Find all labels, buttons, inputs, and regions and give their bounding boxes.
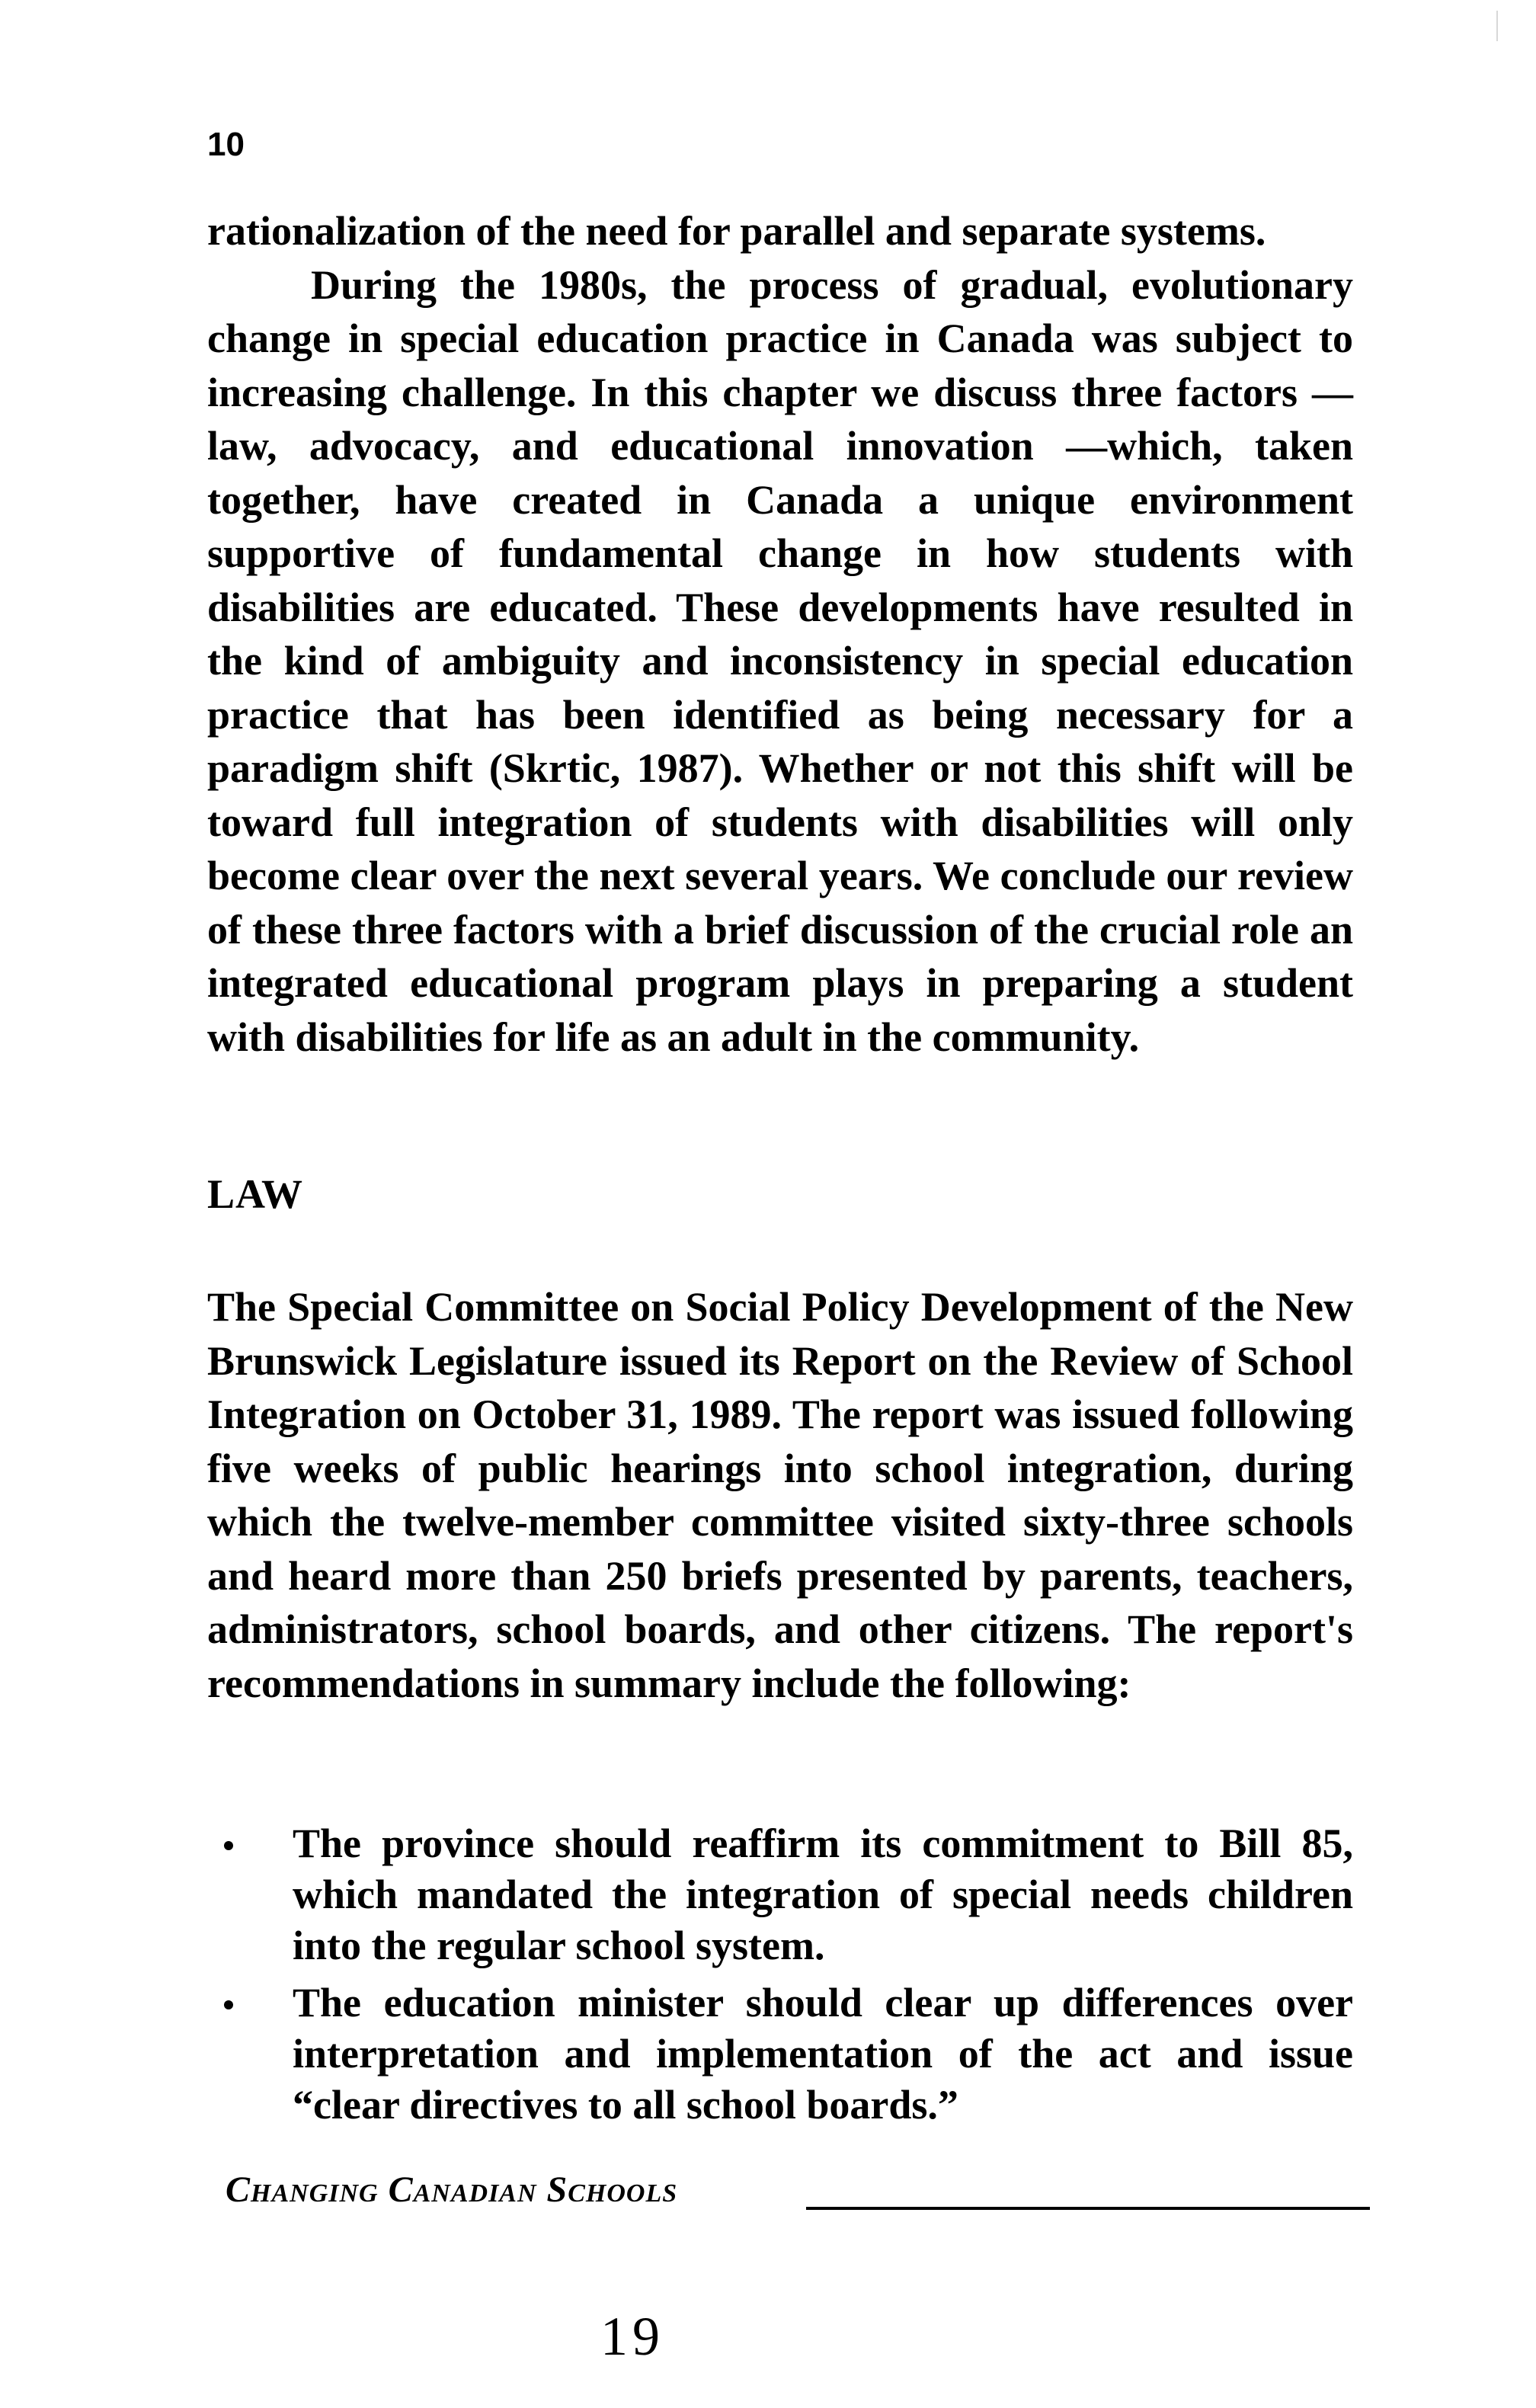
scan-mark bbox=[1496, 11, 1498, 41]
law-paragraph: The Special Committee on Social Policy Development of the New Brunswick Legislature issued its Report on the Review of School Integration on October 31, 1989. The report was issued following five weeks of public hearings into school integration, during which the twelve-member committee visited sixty-three schools and heard more than 250 briefs presented by parents, teachers, administrators, school boards, and other citizens. The report's recommendations in summary include the following: bbox=[207, 1284, 1353, 1706]
list-item bbox=[207, 1977, 1353, 2131]
law-section bbox=[207, 1280, 1353, 1710]
list-item bbox=[207, 1818, 1353, 1971]
list-item-text: The province should reaffirm its commitment to Bill 85, which mandated the integration of special needs children into the regular school system. bbox=[293, 1820, 1353, 1968]
intro-paragraph: During the 1980s, the process of gradual, evolutionary change in special education practice in Canada was subject to increasing challenge. In this chapter we discuss three factors —law, advocacy, and educational innovation —which, taken together, have created in Canada a unique environment supportive of fundamental change in how students with disabilities are educated. These developments have resulted in the kind of ambiguity and inconsistency in special education practice that has been identified as being necessary for a paradigm shift (Skrtic, 1987). Whether or not this shift will be toward full integration of students with disabilities will only become clear over the next several years. We conclude our review of these three factors with a brief discussion of the crucial role an integrated educational program plays in preparing a student with disabilities for life as an adult in the community. bbox=[207, 261, 1353, 1060]
bullet-icon bbox=[224, 2000, 233, 2009]
section-heading-law: LAW bbox=[207, 1171, 304, 1217]
recommendations-list bbox=[207, 1818, 1353, 2137]
running-footer-title: Changing Canadian Schools bbox=[226, 2169, 678, 2210]
bullet-icon bbox=[224, 1841, 233, 1850]
list-item-text: The education minister should clear up differences over interpretation and implementation of the act and issue “clear directives to all school boards.” bbox=[293, 1980, 1353, 2128]
page-number: 10 bbox=[207, 126, 245, 163]
footer-rule bbox=[806, 2207, 1370, 2210]
intro-lead-line: rationalization of the need for parallel and separate systems. bbox=[207, 208, 1266, 254]
intro-section bbox=[207, 204, 1353, 1064]
sheet-number: 19 bbox=[600, 2306, 664, 2367]
